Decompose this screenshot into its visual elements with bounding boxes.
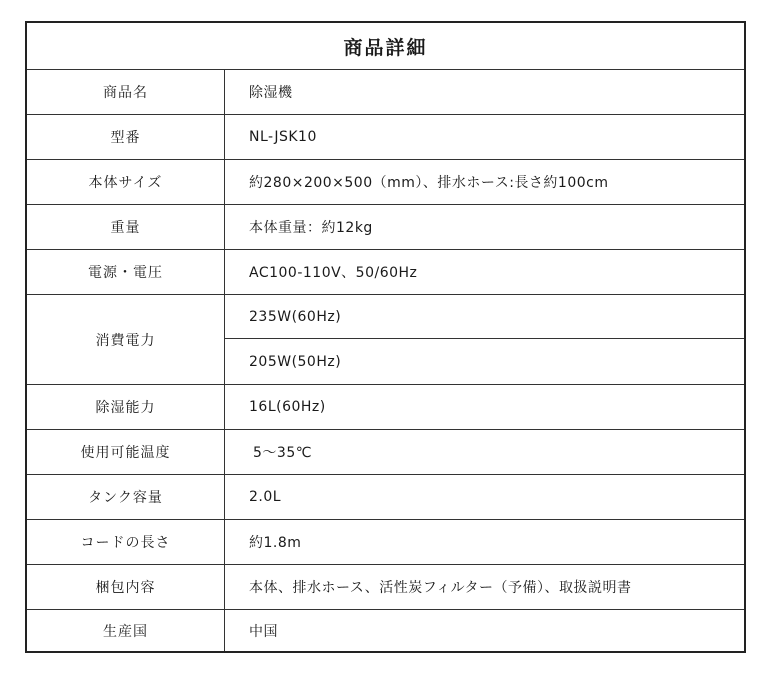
table-row-package-contents <box>27 565 744 610</box>
table-row-power-consumption <box>27 295 744 385</box>
row-label: 生産国 <box>27 610 225 651</box>
row-label: 消費電力 <box>27 295 225 384</box>
row-label: 型番 <box>27 115 225 159</box>
table-row-product-name <box>27 70 744 115</box>
table-row-tank-capacity <box>27 475 744 520</box>
table-row-model-number <box>27 115 744 160</box>
table-row-country-of-origin <box>27 610 744 651</box>
table-row-power-voltage <box>27 250 744 295</box>
row-value: 5～35℃ <box>253 445 312 461</box>
row-value: 16L(60Hz) <box>249 399 326 415</box>
row-value-60hz: 235W(60Hz) <box>225 295 744 339</box>
row-value: 本体、排水ホース、活性炭フィルター（予備）、取扱説明書 <box>249 580 632 596</box>
row-label: 使用可能温度 <box>27 430 225 474</box>
row-value: NL-JSK10 <box>249 129 317 145</box>
row-label: コードの長さ <box>27 520 225 564</box>
table-row-dehumidifying-capacity <box>27 385 744 430</box>
row-value: 除湿機 <box>249 85 293 101</box>
product-spec-table <box>25 21 746 653</box>
table-row-body-size <box>27 160 744 205</box>
table-row-operating-temperature <box>27 430 744 475</box>
row-value: 約1.8m <box>249 535 302 551</box>
row-value: 本体重量：約12kg <box>249 220 373 236</box>
table-title: 商品詳細 <box>27 23 744 70</box>
row-value-50hz: 205W(50Hz) <box>249 353 342 370</box>
table-row-weight <box>27 205 744 250</box>
row-label: タンク容量 <box>27 475 225 519</box>
row-value: 約280×200×500（mm）、排水ホース:長さ約100cm <box>249 175 609 191</box>
row-label: 梱包内容 <box>27 565 225 609</box>
row-label: 電源・電圧 <box>27 250 225 294</box>
row-label: 本体サイズ <box>27 160 225 204</box>
row-label: 商品名 <box>27 70 225 114</box>
row-label: 除湿能力 <box>27 385 225 429</box>
row-label: 重量 <box>27 205 225 249</box>
row-value: AC100-110V、50/60Hz <box>249 265 418 281</box>
row-value: 中国 <box>249 623 278 640</box>
row-value: 2.0L <box>249 489 282 505</box>
table-row-cord-length <box>27 520 744 565</box>
